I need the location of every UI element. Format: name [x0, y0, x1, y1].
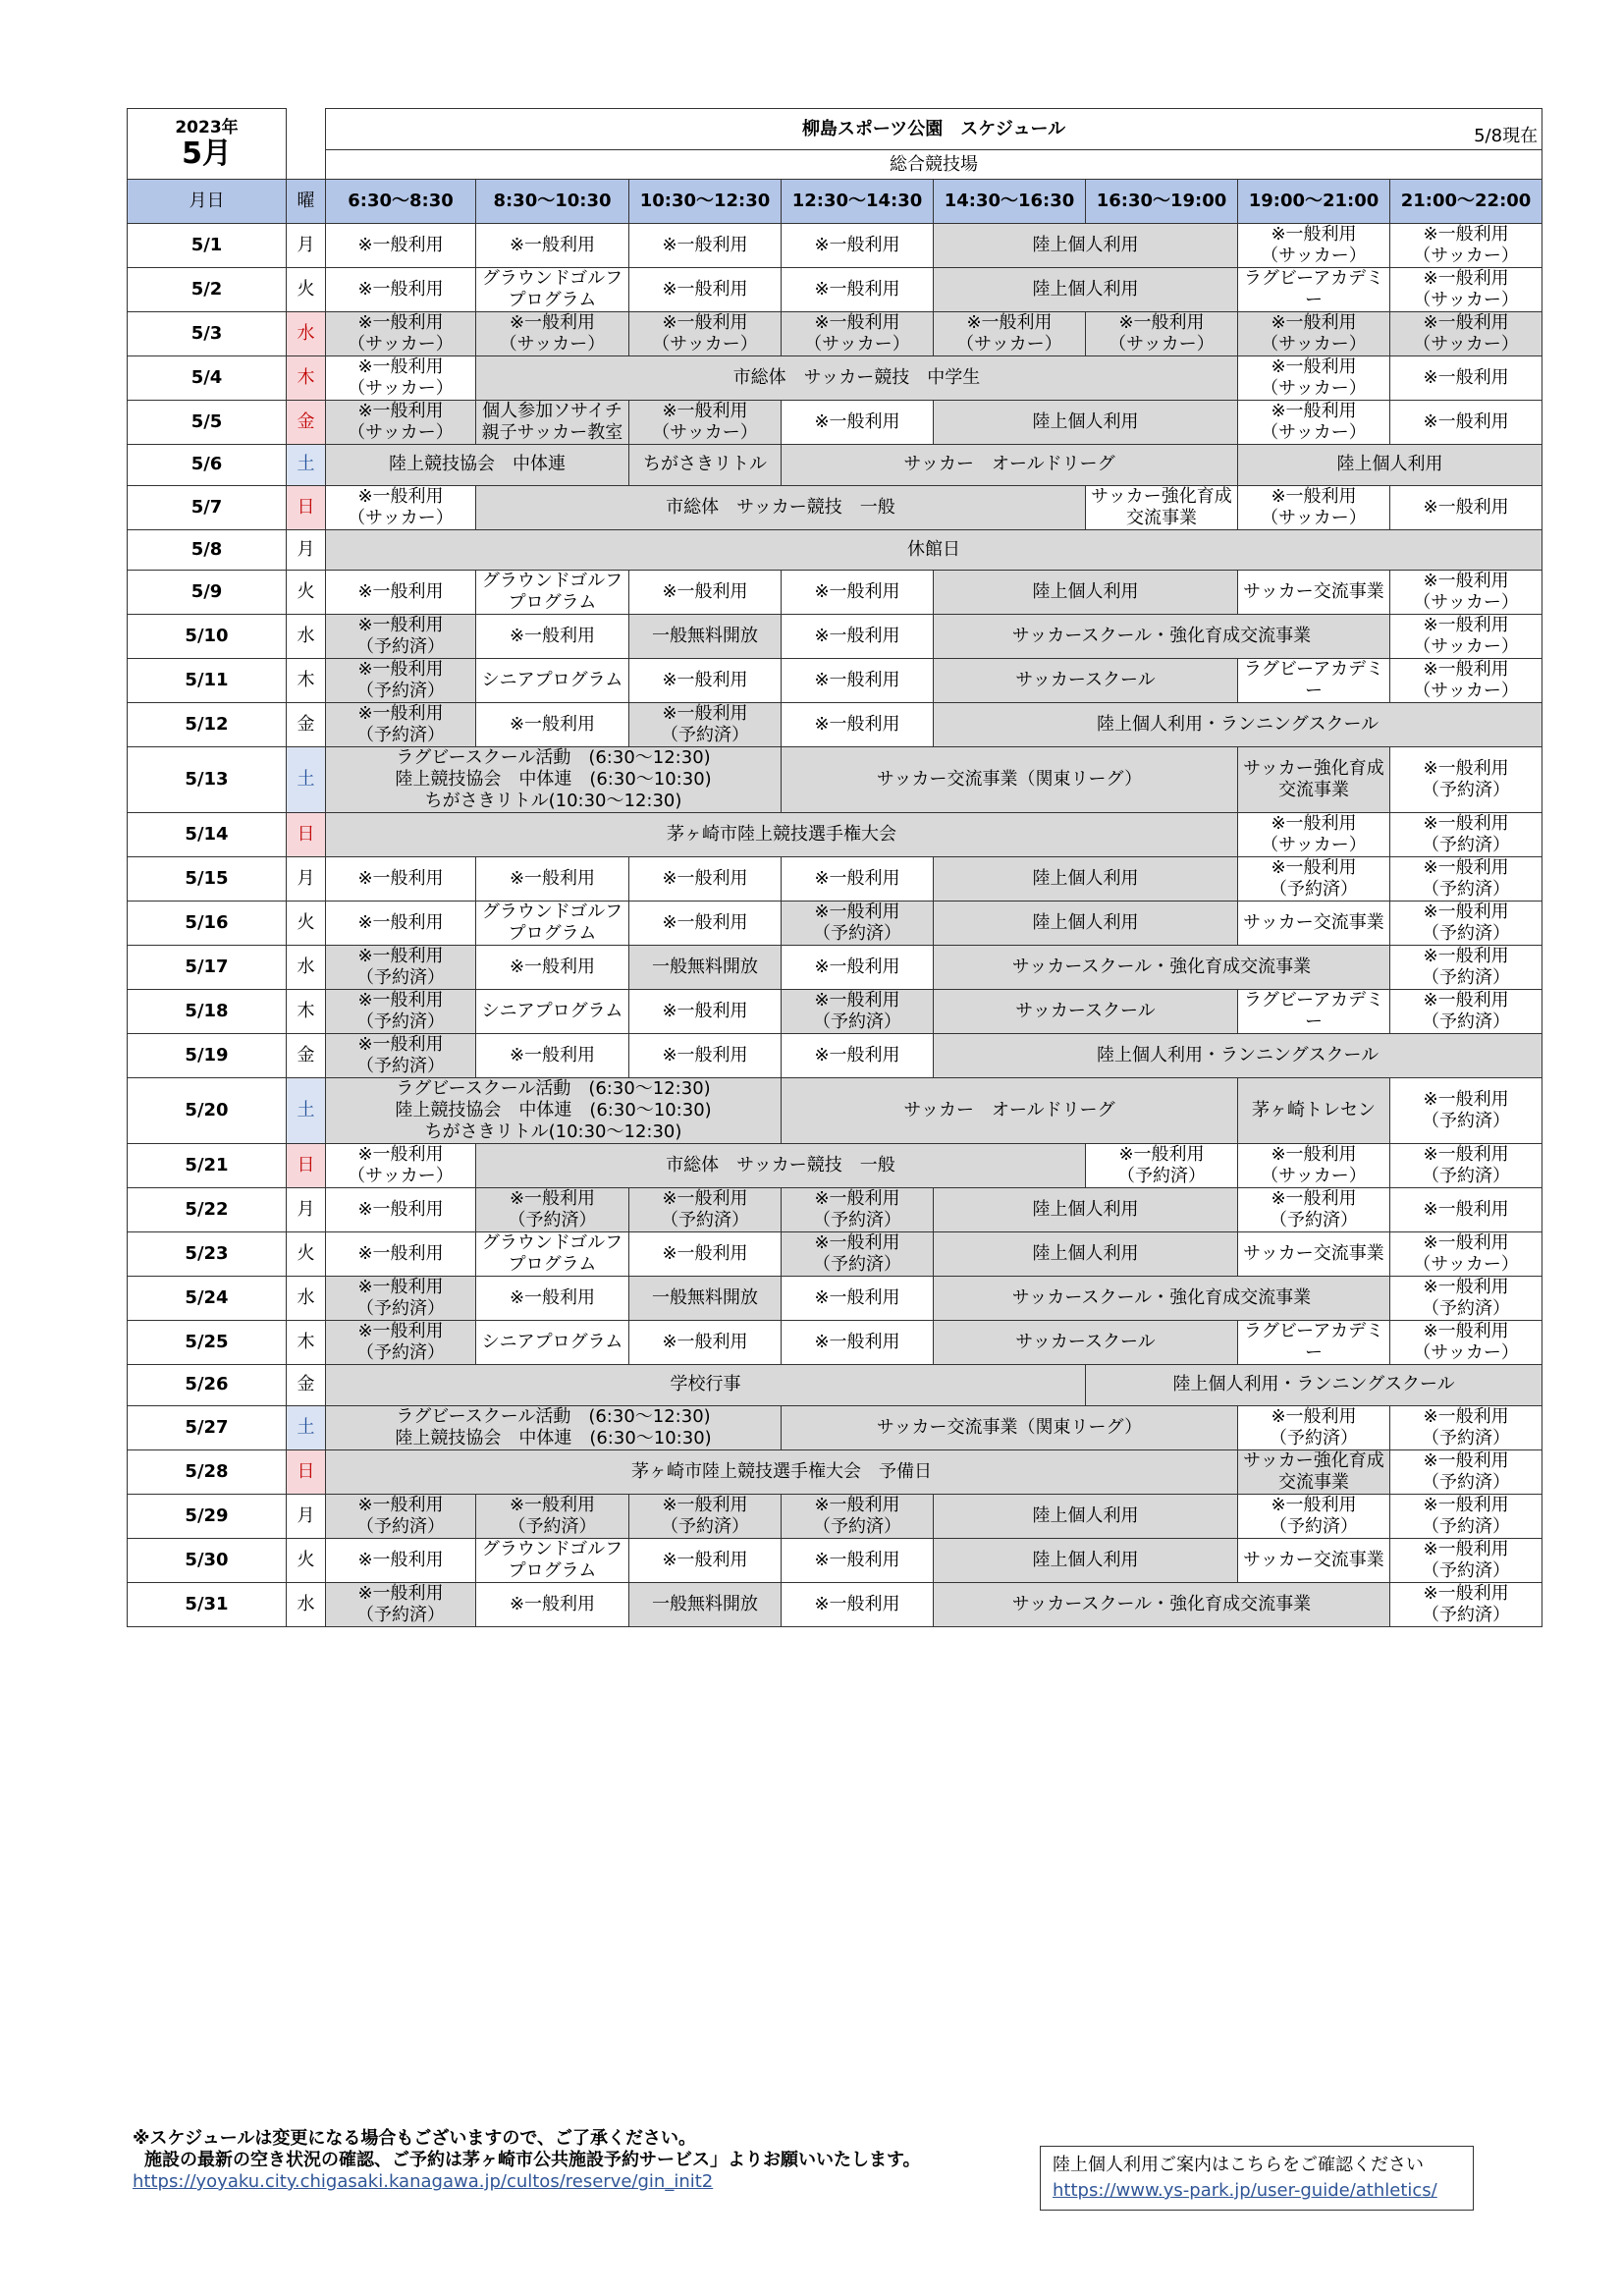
- weekday-cell: 土: [287, 1405, 326, 1449]
- schedule-cell: ※一般利用 （予約済）: [1238, 1494, 1390, 1538]
- schedule-cell: サッカースクール・強化育成交流事業: [934, 1277, 1390, 1321]
- schedule-cell: ※一般利用 （予約済）: [1238, 1405, 1390, 1449]
- date-cell: 5/17: [128, 946, 287, 990]
- spacer-cell: [287, 109, 326, 150]
- schedule-cell: ※一般利用: [629, 1321, 782, 1365]
- schedule-cell: ※一般利用: [1390, 356, 1542, 401]
- schedule-cell: 茅ヶ崎トレセン: [1238, 1078, 1390, 1144]
- schedule-cell: 陸上個人利用・ランニングスクール: [934, 1034, 1542, 1078]
- schedule-cell: ※一般利用: [782, 857, 934, 902]
- schedule-cell: グラウンドゴルフ プログラム: [476, 1538, 629, 1582]
- schedule-cell: ※一般利用: [476, 224, 629, 268]
- schedule-cell: 陸上個人利用: [934, 857, 1238, 902]
- schedule-cell: ※一般利用: [1390, 401, 1542, 445]
- table-row: [128, 1365, 1542, 1406]
- table-row: [128, 1405, 1542, 1449]
- schedule-cell: ※一般利用 （サッカー）: [1238, 813, 1390, 857]
- schedule-cell: ※一般利用 （予約済）: [1390, 813, 1542, 857]
- schedule-cell: ※一般利用: [326, 224, 476, 268]
- table-row: [128, 485, 1542, 529]
- weekday-cell: 木: [287, 659, 326, 703]
- schedule-cell: ※一般利用 （予約済）: [1390, 946, 1542, 990]
- weekday-cell: 土: [287, 1078, 326, 1144]
- schedule-cell: ※一般利用 （サッカー）: [629, 312, 782, 356]
- schedule-cell: ※一般利用: [326, 1188, 476, 1232]
- schedule-cell: ※一般利用 （サッカー）: [326, 312, 476, 356]
- table-row: [128, 703, 1542, 747]
- schedule-cell: ※一般利用: [629, 990, 782, 1034]
- schedule-cell: ※一般利用: [782, 268, 934, 312]
- footer-notes: [133, 2128, 921, 2193]
- schedule-cell: 陸上個人利用: [934, 1232, 1238, 1277]
- column-header-slot: 19:00～21:00: [1238, 180, 1390, 224]
- table-row: [128, 1582, 1542, 1626]
- table-row: [128, 813, 1542, 857]
- schedule-cell: ※一般利用 （予約済）: [782, 1494, 934, 1538]
- schedule-cell: シニアプログラム: [476, 990, 629, 1034]
- schedule-title-cell: [326, 109, 1542, 150]
- date-cell: 5/24: [128, 1277, 287, 1321]
- table-row: [128, 1321, 1542, 1365]
- schedule-cell: 陸上競技協会 中体連: [326, 445, 629, 486]
- schedule-cell: ※一般利用: [326, 1232, 476, 1277]
- note-reservation: 施設の最新の空き状況の確認、ご予約は茅ヶ崎市公共施設予約サービス」よりお願いいたします。: [144, 2150, 921, 2170]
- schedule-cell: ※一般利用 （予約済）: [326, 615, 476, 659]
- date-cell: 5/13: [128, 747, 287, 813]
- date-cell: 5/20: [128, 1078, 287, 1144]
- schedule-cell: ※一般利用 （サッカー）: [476, 312, 629, 356]
- table-row: [128, 1449, 1542, 1494]
- schedule-cell: グラウンドゴルフ プログラム: [476, 571, 629, 615]
- schedule-cell: ラグビーアカデミー: [1238, 659, 1390, 703]
- date-cell: 5/6: [128, 445, 287, 486]
- table-row: [128, 571, 1542, 615]
- date-cell: 5/2: [128, 268, 287, 312]
- date-cell: 5/3: [128, 312, 287, 356]
- table-row: [128, 356, 1542, 401]
- weekday-cell: 月: [287, 224, 326, 268]
- schedule-cell: ※一般利用 （サッカー）: [1390, 615, 1542, 659]
- table-row: [128, 1144, 1542, 1188]
- date-cell: 5/31: [128, 1582, 287, 1626]
- schedule-cell: ※一般利用 （予約済）: [326, 1582, 476, 1626]
- schedule-cell: ※一般利用 （予約済）: [326, 659, 476, 703]
- date-cell: 5/14: [128, 813, 287, 857]
- schedule-cell: ※一般利用: [782, 703, 934, 747]
- schedule-cell: 陸上個人利用: [934, 571, 1238, 615]
- schedule-cell: ※一般利用 （サッカー）: [1390, 659, 1542, 703]
- schedule-cell: 陸上個人利用: [934, 1188, 1238, 1232]
- date-cell: 5/25: [128, 1321, 287, 1365]
- column-header-slot: 10:30～12:30: [629, 180, 782, 224]
- date-cell: 5/8: [128, 529, 287, 571]
- reservation-link[interactable]: https://yoyaku.city.chigasaki.kanagawa.jp/cultos/reserve/gin_init2: [133, 2171, 714, 2192]
- column-header-slot: 16:30～19:00: [1086, 180, 1238, 224]
- schedule-cell: ※一般利用 （予約済）: [782, 1232, 934, 1277]
- weekday-cell: 月: [287, 529, 326, 571]
- schedule-cell: ※一般利用 （予約済）: [326, 946, 476, 990]
- schedule-cell: サッカー交流事業（関東リーグ）: [782, 747, 1238, 813]
- schedule-cell: ※一般利用: [629, 268, 782, 312]
- column-header-slot: 21:00～22:00: [1390, 180, 1542, 224]
- table-row: [128, 268, 1542, 312]
- schedule-cell: 一般無料開放: [629, 1277, 782, 1321]
- schedule-cell: ※一般利用 （サッカー）: [1238, 312, 1390, 356]
- weekday-cell: 水: [287, 1582, 326, 1626]
- schedule-cell: ※一般利用: [629, 1538, 782, 1582]
- schedule-cell: 陸上個人利用: [934, 1538, 1238, 1582]
- schedule-cell: ※一般利用: [326, 571, 476, 615]
- schedule-cell: 陸上個人利用: [934, 902, 1238, 946]
- schedule-cell: ※一般利用: [326, 1538, 476, 1582]
- weekday-cell: 月: [287, 857, 326, 902]
- schedule-cell: ※一般利用 （サッカー）: [1390, 1321, 1542, 1365]
- weekday-cell: 木: [287, 1321, 326, 1365]
- schedule-cell: ※一般利用: [476, 1034, 629, 1078]
- schedule-cell: ※一般利用: [326, 902, 476, 946]
- schedule-cell: ※一般利用: [326, 268, 476, 312]
- athletics-info-box: [1040, 2146, 1474, 2211]
- schedule-cell: 市総体 サッカー競技 一般: [476, 1144, 1086, 1188]
- schedule-cell: グラウンドゴルフ プログラム: [476, 268, 629, 312]
- schedule-cell: 茅ヶ崎市陸上競技選手権大会: [326, 813, 1238, 857]
- schedule-cell: ※一般利用 （予約済）: [782, 1188, 934, 1232]
- schedule-table: [127, 108, 1542, 1627]
- schedule-cell: ※一般利用 （サッカー）: [326, 1144, 476, 1188]
- schedule-cell: ※一般利用: [476, 615, 629, 659]
- schedule-cell: サッカー オールドリーグ: [782, 445, 1238, 486]
- column-header-slot: 12:30～14:30: [782, 180, 934, 224]
- schedule-cell: ラグビースクール活動 (6:30～12:30) 陸上競技協会 中体連 (6:30～10:30): [326, 1405, 782, 1449]
- table-row: [128, 747, 1542, 813]
- schedule-cell: ※一般利用 （サッカー）: [326, 485, 476, 529]
- schedule-cell: ※一般利用 （予約済）: [326, 1277, 476, 1321]
- schedule-cell: 陸上個人利用: [934, 1494, 1238, 1538]
- month-label: 5月: [182, 136, 232, 171]
- date-cell: 5/28: [128, 1449, 287, 1494]
- date-cell: 5/23: [128, 1232, 287, 1277]
- schedule-cell: ※一般利用 （サッカー）: [326, 401, 476, 445]
- schedule-cell: ※一般利用 （予約済）: [326, 1034, 476, 1078]
- schedule-cell: 個人参加ソサイチ 親子サッカー教室: [476, 401, 629, 445]
- weekday-cell: 金: [287, 1034, 326, 1078]
- schedule-cell: ※一般利用 （予約済）: [1390, 1078, 1542, 1144]
- date-cell: 5/26: [128, 1365, 287, 1406]
- schedule-cell: ※一般利用: [1390, 1188, 1542, 1232]
- date-cell: 5/5: [128, 401, 287, 445]
- date-cell: 5/16: [128, 902, 287, 946]
- date-cell: 5/27: [128, 1405, 287, 1449]
- schedule-cell: サッカー交流事業: [1238, 902, 1390, 946]
- schedule-cell: ※一般利用: [782, 1582, 934, 1626]
- schedule-cell: ※一般利用: [476, 946, 629, 990]
- schedule-cell: ※一般利用 （予約済）: [782, 902, 934, 946]
- as-of-date: 5/8現在: [1474, 126, 1539, 146]
- table-row: [128, 312, 1542, 356]
- weekday-cell: 金: [287, 1365, 326, 1406]
- table-row: [128, 445, 1542, 486]
- schedule-cell: ※一般利用 （予約済）: [629, 1494, 782, 1538]
- weekday-cell: 木: [287, 990, 326, 1034]
- weekday-cell: 木: [287, 356, 326, 401]
- schedule-cell: サッカースクール・強化育成交流事業: [934, 946, 1390, 990]
- weekday-cell: 月: [287, 1494, 326, 1538]
- weekday-cell: 日: [287, 485, 326, 529]
- athletics-info-text: 陸上個人利用ご案内はこちらをご確認ください: [1053, 2155, 1424, 2175]
- schedule-cell: サッカー強化育成交流事業: [1238, 1449, 1390, 1494]
- schedule-cell: ※一般利用: [782, 1277, 934, 1321]
- schedule-cell: ※一般利用 （予約済）: [629, 703, 782, 747]
- schedule-cell: 市総体 サッカー競技 中学生: [476, 356, 1238, 401]
- schedule-cell: ラグビーアカデミー: [1238, 1321, 1390, 1365]
- schedule-cell: ※一般利用: [782, 946, 934, 990]
- schedule-cell: ※一般利用 （サッカー）: [629, 401, 782, 445]
- schedule-cell: 一般無料開放: [629, 615, 782, 659]
- weekday-cell: 日: [287, 1449, 326, 1494]
- date-cell: 5/30: [128, 1538, 287, 1582]
- table-row: [128, 946, 1542, 990]
- schedule-cell: ※一般利用: [782, 224, 934, 268]
- schedule-cell: ※一般利用 （サッカー）: [1086, 312, 1238, 356]
- schedule-cell: ※一般利用: [782, 659, 934, 703]
- schedule-title: 柳島スポーツ公園 スケジュール: [801, 118, 1066, 139]
- table-row: [128, 1078, 1542, 1144]
- schedule-cell: ※一般利用 （サッカー）: [1390, 1232, 1542, 1277]
- date-cell: 5/7: [128, 485, 287, 529]
- schedule-cell: ※一般利用 （予約済）: [1238, 1188, 1390, 1232]
- schedule-cell: グラウンドゴルフ プログラム: [476, 902, 629, 946]
- table-row: [128, 1188, 1542, 1232]
- schedule-cell: サッカースクール・強化育成交流事業: [934, 615, 1390, 659]
- weekday-cell: 火: [287, 268, 326, 312]
- schedule-cell: ※一般利用 （予約済）: [782, 990, 934, 1034]
- schedule-cell: ※一般利用 （予約済）: [476, 1188, 629, 1232]
- column-header-weekday: 曜: [287, 180, 326, 224]
- schedule-cell: ※一般利用 （予約済）: [1390, 1405, 1542, 1449]
- schedule-cell: シニアプログラム: [476, 1321, 629, 1365]
- schedule-cell: 陸上個人利用: [934, 224, 1238, 268]
- weekday-cell: 金: [287, 401, 326, 445]
- schedule-cell: サッカースクール: [934, 990, 1238, 1034]
- schedule-cell: ラグビースクール活動 (6:30～12:30) 陸上競技協会 中体連 (6:30～10:30) ちがさきリトル(10:30～12:30): [326, 747, 782, 813]
- date-cell: 5/21: [128, 1144, 287, 1188]
- schedule-cell: ※一般利用 （予約済）: [326, 703, 476, 747]
- date-cell: 5/19: [128, 1034, 287, 1078]
- weekday-cell: 水: [287, 615, 326, 659]
- schedule-cell: サッカースクール・強化育成交流事業: [934, 1582, 1390, 1626]
- schedule-cell: ※一般利用: [476, 857, 629, 902]
- weekday-cell: 水: [287, 1277, 326, 1321]
- date-cell: 5/9: [128, 571, 287, 615]
- schedule-cell: ※一般利用 （予約済）: [476, 1494, 629, 1538]
- schedule-cell: ※一般利用 （サッカー）: [1390, 224, 1542, 268]
- schedule-cell: ※一般利用: [476, 1277, 629, 1321]
- table-row: [128, 1494, 1542, 1538]
- schedule-cell: サッカー交流事業（関東リーグ）: [782, 1405, 1238, 1449]
- date-cell: 5/1: [128, 224, 287, 268]
- weekday-cell: 水: [287, 312, 326, 356]
- schedule-cell: 市総体 サッカー競技 一般: [476, 485, 1086, 529]
- spacer-cell: [287, 150, 326, 180]
- schedule-cell: ※一般利用: [476, 703, 629, 747]
- schedule-cell: 一般無料開放: [629, 946, 782, 990]
- schedule-cell: ※一般利用 （予約済）: [1086, 1144, 1238, 1188]
- schedule-cell: ※一般利用 （予約済）: [1390, 1494, 1542, 1538]
- schedule-cell: ※一般利用: [629, 659, 782, 703]
- table-row: [128, 615, 1542, 659]
- facility-name: 総合競技場: [326, 150, 1542, 180]
- date-cell: 5/15: [128, 857, 287, 902]
- schedule-cell: ラグビーアカデミー: [1238, 268, 1390, 312]
- table-row: [128, 659, 1542, 703]
- schedule-cell: ※一般利用: [476, 1582, 629, 1626]
- schedule-cell: ※一般利用 （サッカー）: [1238, 356, 1390, 401]
- year-label: 2023年: [175, 117, 239, 137]
- schedule-cell: ※一般利用 （予約済）: [1390, 990, 1542, 1034]
- schedule-cell: ※一般利用: [782, 1034, 934, 1078]
- weekday-cell: 日: [287, 813, 326, 857]
- schedule-cell: サッカー オールドリーグ: [782, 1078, 1238, 1144]
- schedule-cell: ※一般利用 （予約済）: [326, 1321, 476, 1365]
- schedule-cell: シニアプログラム: [476, 659, 629, 703]
- schedule-cell: ※一般利用 （サッカー）: [1238, 1144, 1390, 1188]
- weekday-cell: 火: [287, 571, 326, 615]
- schedule-cell: ※一般利用 （サッカー）: [782, 312, 934, 356]
- schedule-cell: ※一般利用: [629, 1232, 782, 1277]
- schedule-cell: ※一般利用 （サッカー）: [1390, 571, 1542, 615]
- weekday-cell: 水: [287, 946, 326, 990]
- schedule-cell: ※一般利用 （予約済）: [1390, 857, 1542, 902]
- table-row: [128, 902, 1542, 946]
- schedule-cell: ※一般利用 （サッカー）: [1390, 268, 1542, 312]
- date-cell: 5/10: [128, 615, 287, 659]
- schedule-cell: ラグビースクール活動 (6:30～12:30) 陸上競技協会 中体連 (6:30～10:30) ちがさきリトル(10:30～12:30): [326, 1078, 782, 1144]
- note-schedule-change: ※スケジュールは変更になる場合もございますので、ご了承ください。: [133, 2128, 697, 2149]
- schedule-cell: ※一般利用: [782, 571, 934, 615]
- table-row: [128, 1232, 1542, 1277]
- schedule-cell: ※一般利用 （予約済）: [326, 1494, 476, 1538]
- date-cell: 5/4: [128, 356, 287, 401]
- column-header-slot: 8:30～10:30: [476, 180, 629, 224]
- schedule-cell: サッカー強化育成交流事業: [1086, 485, 1238, 529]
- schedule-cell: 茅ヶ崎市陸上競技選手権大会 予備日: [326, 1449, 1238, 1494]
- schedule-cell: ※一般利用 （予約済）: [1390, 1582, 1542, 1626]
- column-header-date: 月日: [128, 180, 287, 224]
- weekday-cell: 土: [287, 445, 326, 486]
- schedule-cell: 陸上個人利用・ランニングスクール: [934, 703, 1542, 747]
- schedule-cell: サッカー交流事業: [1238, 1232, 1390, 1277]
- schedule-cell: 学校行事: [326, 1365, 1086, 1406]
- table-row: [128, 224, 1542, 268]
- schedule-cell: ちがさきリトル: [629, 445, 782, 486]
- column-header-slot: 14:30～16:30: [934, 180, 1086, 224]
- schedule-cell: ※一般利用: [629, 857, 782, 902]
- schedule-cell: サッカー交流事業: [1238, 1538, 1390, 1582]
- column-header-slot: 6:30～8:30: [326, 180, 476, 224]
- schedule-cell: ※一般利用: [326, 857, 476, 902]
- weekday-cell: 月: [287, 1188, 326, 1232]
- date-cell: 5/11: [128, 659, 287, 703]
- schedule-cell: サッカースクール: [934, 659, 1238, 703]
- weekday-cell: 火: [287, 902, 326, 946]
- schedule-cell: ※一般利用 （予約済）: [1390, 747, 1542, 813]
- schedule-cell: ※一般利用: [629, 571, 782, 615]
- schedule-cell: 陸上個人利用: [934, 401, 1238, 445]
- column-header-row: [128, 180, 1542, 224]
- schedule-cell: ※一般利用 （サッカー）: [1238, 224, 1390, 268]
- month-header: [128, 109, 287, 180]
- schedule-cell: ※一般利用 （サッカー）: [1238, 485, 1390, 529]
- date-cell: 5/12: [128, 703, 287, 747]
- schedule-cell: サッカー強化育成交流事業: [1238, 747, 1390, 813]
- schedule-cell: ラグビーアカデミー: [1238, 990, 1390, 1034]
- schedule-cell: ※一般利用 （予約済）: [1390, 1449, 1542, 1494]
- schedule-cell: ※一般利用 （予約済）: [1390, 1277, 1542, 1321]
- schedule-cell: 陸上個人利用: [1238, 445, 1542, 486]
- schedule-cell: ※一般利用: [782, 615, 934, 659]
- schedule-cell: ※一般利用 （サッカー）: [934, 312, 1086, 356]
- athletics-info-link[interactable]: https://www.ys-park.jp/user-guide/athletics/: [1053, 2180, 1437, 2201]
- schedule-cell: サッカー交流事業: [1238, 571, 1390, 615]
- weekday-cell: 金: [287, 703, 326, 747]
- table-row: [128, 1034, 1542, 1078]
- schedule-cell: ※一般利用 （サッカー）: [1238, 401, 1390, 445]
- schedule-cell: ※一般利用 （予約済）: [1390, 902, 1542, 946]
- schedule-cell: ※一般利用 （予約済）: [1238, 857, 1390, 902]
- schedule-cell: 一般無料開放: [629, 1582, 782, 1626]
- schedule-cell: 陸上個人利用: [934, 268, 1238, 312]
- weekday-cell: 火: [287, 1538, 326, 1582]
- schedule-cell: ※一般利用 （予約済）: [1390, 1144, 1542, 1188]
- schedule-cell: サッカースクール: [934, 1321, 1238, 1365]
- schedule-cell: ※一般利用 （予約済）: [629, 1188, 782, 1232]
- schedule-cell: 陸上個人利用・ランニングスクール: [1086, 1365, 1542, 1406]
- weekday-cell: 火: [287, 1232, 326, 1277]
- schedule-cell: ※一般利用 （予約済）: [1390, 1538, 1542, 1582]
- table-row: [128, 1538, 1542, 1582]
- schedule-cell: 休館日: [326, 529, 1542, 571]
- schedule-cell: ※一般利用 （サッカー）: [326, 356, 476, 401]
- schedule-cell: ※一般利用 （予約済）: [326, 990, 476, 1034]
- date-cell: 5/29: [128, 1494, 287, 1538]
- schedule-cell: ※一般利用: [629, 224, 782, 268]
- schedule-cell: ※一般利用 （サッカー）: [1390, 312, 1542, 356]
- table-row: [128, 857, 1542, 902]
- schedule-cell: ※一般利用: [782, 1538, 934, 1582]
- date-cell: 5/18: [128, 990, 287, 1034]
- date-cell: 5/22: [128, 1188, 287, 1232]
- schedule-cell: ※一般利用: [1390, 485, 1542, 529]
- table-row: [128, 401, 1542, 445]
- schedule-cell: ※一般利用: [629, 1034, 782, 1078]
- schedule-cell: ※一般利用: [629, 902, 782, 946]
- table-row: [128, 1277, 1542, 1321]
- table-row: [128, 529, 1542, 571]
- weekday-cell: 土: [287, 747, 326, 813]
- schedule-cell: グラウンドゴルフ プログラム: [476, 1232, 629, 1277]
- weekday-cell: 日: [287, 1144, 326, 1188]
- table-row: [128, 990, 1542, 1034]
- schedule-cell: ※一般利用: [782, 1321, 934, 1365]
- schedule-cell: ※一般利用: [782, 401, 934, 445]
